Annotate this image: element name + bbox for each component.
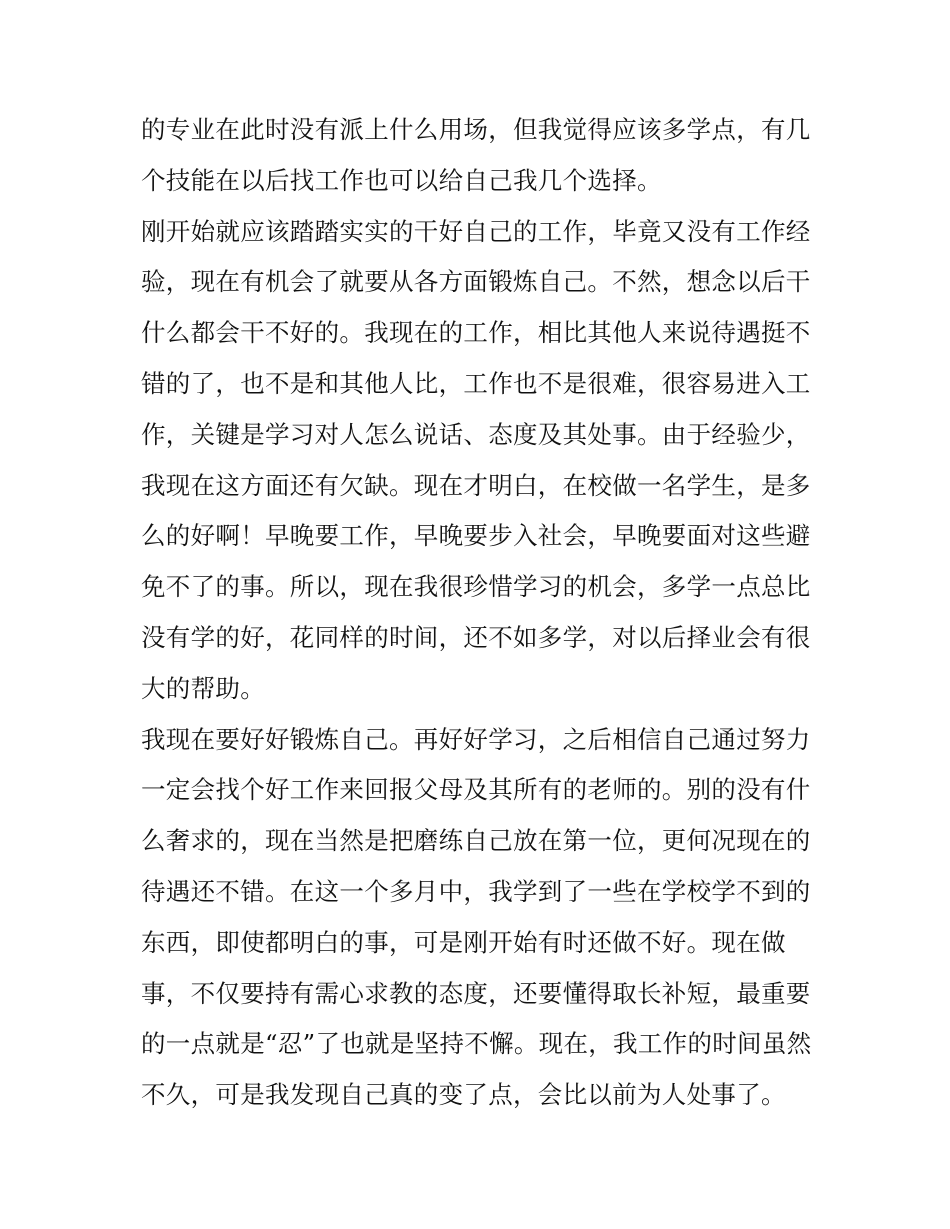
text-line: 我现在要好好锻炼自己。再好好学习，之后相信自己通过努力 — [141, 724, 811, 754]
text-line: 的一点就是“忍”了也就是坚持不懈。现在，我工作的时间虽然 — [141, 1029, 812, 1059]
text-line: 没有学的好，花同样的时间，还不如多学，对以后择业会有很 — [141, 622, 811, 652]
text-line: 事，不仅要持有需心求教的态度，还要懂得取长补短，最重要 — [141, 978, 811, 1008]
document-body — [141, 105, 821, 1121]
text-line: 一定会找个好工作来回报父母及其所有的老师的。别的没有什 — [141, 775, 811, 805]
text-line: 验，现在有机会了就要从各方面锻炼自己。不然，想念以后干 — [141, 267, 811, 297]
text-line: 作，关键是学习对人怎么说话、态度及其处事。由于经验少， — [141, 419, 811, 449]
text-line: 大的帮助。 — [141, 673, 265, 703]
text-line: 么的好啊！早晚要工作，早晚要步入社会，早晚要面对这些避 — [141, 521, 811, 551]
text-line: 错的了，也不是和其他人比，工作也不是很难，很容易进入工 — [141, 368, 811, 398]
text-line: 什么都会干不好的。我现在的工作，相比其他人来说待遇挺不 — [141, 318, 811, 348]
text-line: 待遇还不错。在这一个多月中，我学到了一些在学校学不到的 — [141, 876, 811, 906]
text-line: 刚开始就应该踏踏实实的干好自己的工作，毕竟又没有工作经 — [141, 216, 811, 246]
text-line: 么奢求的，现在当然是把磨练自己放在第一位，更何况现在的 — [141, 826, 811, 856]
text-line: 个技能在以后找工作也可以给自己我几个选择。 — [141, 165, 662, 195]
text-line: 免不了的事。所以，现在我很珍惜学习的机会，多学一点总比 — [141, 572, 811, 602]
text-line: 不久，可是我发现自己真的变了点，会比以前为人处事了。 — [141, 1080, 786, 1110]
text-line: 我现在这方面还有欠缺。现在才明白，在校做一名学生，是多 — [141, 470, 811, 500]
text-line: 东西，即使都明白的事，可是刚开始有时还做不好。现在做 — [141, 927, 786, 957]
text-line: 的专业在此时没有派上什么用场，但我觉得应该多学点，有几 — [141, 115, 811, 144]
